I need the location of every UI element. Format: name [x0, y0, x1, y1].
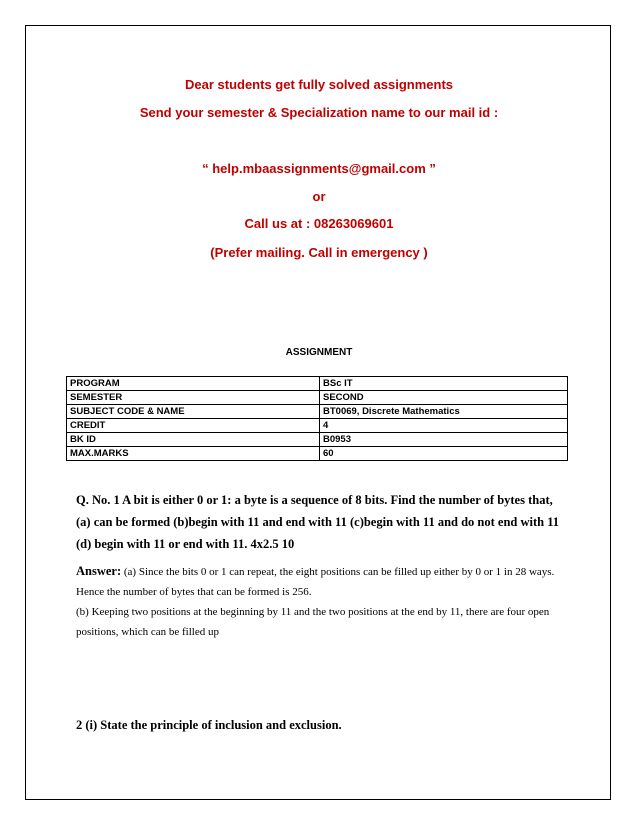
row-label: PROGRAM: [67, 377, 320, 391]
answer-part-a: (a) Since the bits 0 or 1 can repeat, the eight positions can be filled up either by 0 or 1 in 28 ways. Hence the number of bytes that can be formed is 256.: [76, 566, 555, 598]
row-label: CREDIT: [67, 419, 320, 433]
row-value: 4: [320, 419, 568, 433]
contact-email[interactable]: “ help.mbaassignments@gmail.com ”: [202, 161, 436, 176]
question-1: Q. No. 1 A bit is either 0 or 1: a byte is a sequence of 8 bits. Find the number of bytes that, (a) can be formed (b)begin with 11 and end with 11 (c)begin with 11 and do not end with 11 (d) begin with 11 or end with 11. 4x2.5 10: [76, 493, 560, 551]
answer-label: Answer:: [76, 564, 122, 578]
or-text: or: [312, 189, 326, 204]
contact-phone[interactable]: Call us at : 08263069601: [244, 216, 394, 231]
header-line-2: Send your semester & Specialization name to our mail id :: [139, 105, 499, 120]
row-label: SUBJECT CODE & NAME: [67, 405, 320, 419]
row-value: 60: [320, 447, 568, 461]
assignment-title: ASSIGNMENT: [285, 347, 353, 358]
row-value: B0953: [320, 433, 568, 447]
assignment-info-table: [66, 376, 568, 461]
answer-part-b: (b) Keeping two positions at the beginning by 11 and the two positions at the end by 11, there are four open positions, which can be filled up: [76, 606, 550, 638]
table-row: [67, 391, 568, 405]
row-label: BK ID: [67, 433, 320, 447]
row-value: BT0069, Discrete Mathematics: [320, 405, 568, 419]
row-label: MAX.MARKS: [67, 447, 320, 461]
row-value: BSc IT: [320, 377, 568, 391]
header-line-1: Dear students get fully solved assignments: [184, 77, 454, 92]
table-row: [67, 433, 568, 447]
table-row: [67, 377, 568, 391]
row-label: SEMESTER: [67, 391, 320, 405]
table-row: [67, 447, 568, 461]
question-2: 2 (i) State the principle of inclusion and exclusion.: [76, 718, 342, 732]
answer-block: [76, 561, 571, 642]
contact-note: (Prefer mailing. Call in emergency ): [210, 245, 428, 260]
table-row: [67, 419, 568, 433]
row-value: SECOND: [320, 391, 568, 405]
table-row: [67, 405, 568, 419]
